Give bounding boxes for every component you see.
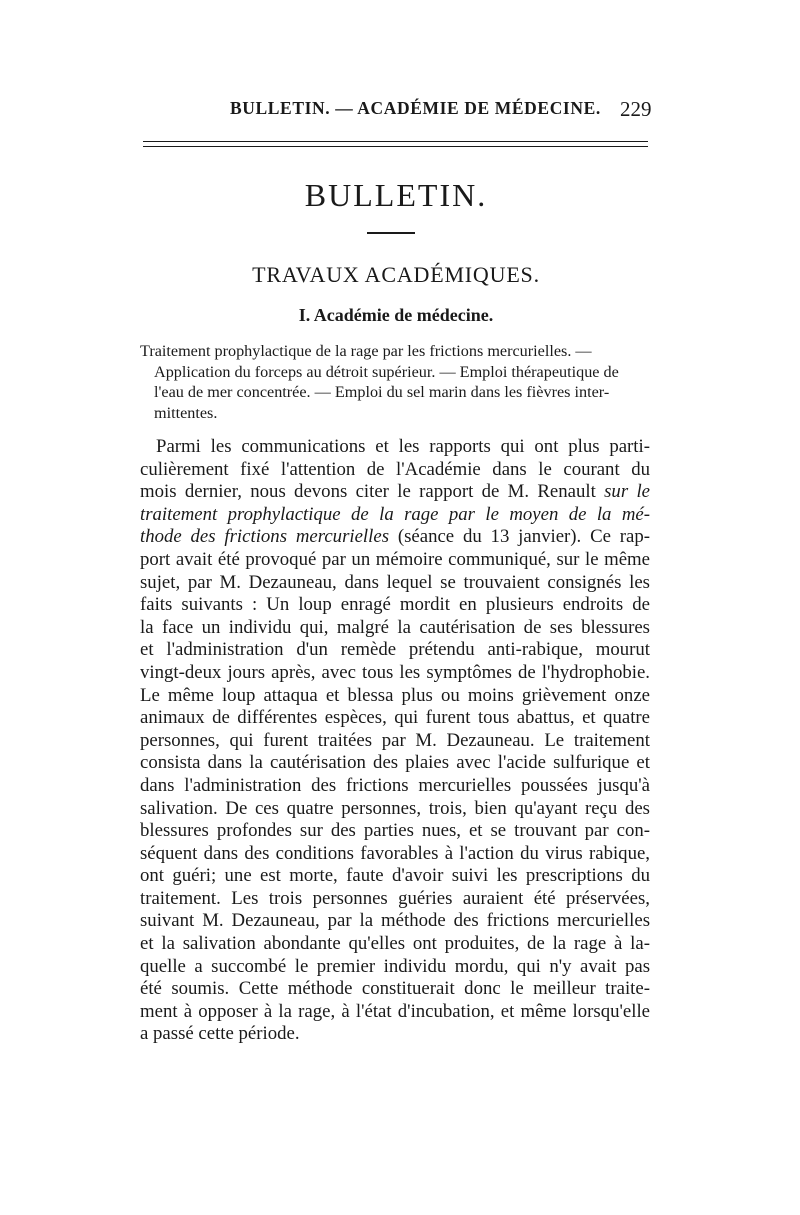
- subsection-title: I. Académie de médecine.: [298, 305, 494, 325]
- body-line: culièrement fixé l'attention de l'Académie dans le courant du: [140, 458, 650, 480]
- body-paragraph: [140, 436, 650, 1046]
- body-line: été soumis. Cette méthode constituerait donc le meilleur traite-: [140, 978, 650, 1000]
- summary-line: l'eau de mer concentrée. — Emploi du sel marin dans les fièvres inter-: [154, 383, 610, 402]
- body-line: traitement. Les trois personnes guéries auraient été préservées,: [140, 887, 650, 909]
- summary-line: mittentes.: [154, 404, 218, 423]
- title-divider: [367, 232, 415, 234]
- body-line: traitement prophylactique de la rage par le moyen de la mé-: [140, 503, 650, 525]
- body-line-text: mois dernier, nous devons citer le rapport de M. Renault: [140, 481, 605, 503]
- header-double-rule: [143, 141, 648, 147]
- body-line: a passé cette période.: [140, 1023, 300, 1045]
- body-line: ment à opposer à la rage, à l'état d'incubation, et même lorsqu'elle: [140, 1000, 650, 1022]
- body-line: sujet, par M. Dezauneau, dans lequel se trouvaient consignés les: [140, 571, 650, 593]
- body-line: consista dans la cautérisation des plaies avec l'acide sulfurique et: [140, 752, 650, 774]
- body-line-italic: sur le: [604, 481, 650, 503]
- running-head: BULLETIN. — ACADÉMIE DE MÉDECINE.: [230, 98, 601, 118]
- body-line: personnes, qui furent traitées par M. Dezauneau. Le traitement: [140, 729, 650, 751]
- body-line: blessures profondes sur des parties nues, et se trouvant par con-: [140, 820, 650, 842]
- body-line: suivant M. Dezauneau, par la méthode des frictions mercurielles: [140, 910, 650, 932]
- summary-line: Application du forceps au détroit supérieur. — Emploi thérapeutique de: [154, 362, 619, 381]
- page-number: 229: [620, 97, 652, 121]
- body-line: [140, 526, 650, 549]
- body-line: séquent dans des conditions favorables à l'action du virus rabique,: [140, 842, 650, 864]
- body-line: et l'administration d'un remède prétendu anti-rabique, mourut: [140, 639, 650, 661]
- body-line: la face un individu qui, malgré la cautérisation de ses blessures: [140, 616, 650, 638]
- body-line: animaux de différentes espèces, qui furent tous abattus, et quatre: [140, 707, 650, 729]
- body-line: Le même loup attaqua et blessa plus ou moins grièvement onze: [140, 684, 650, 706]
- body-line-text: (séance du 13 janvier). Ce rap-: [389, 526, 650, 548]
- summary-line: Traitement prophylactique de la rage par les frictions mercurielles. —: [140, 342, 592, 360]
- page-title: BULLETIN.: [304, 177, 488, 213]
- body-line: salivation. De ces quatre personnes, trois, bien qu'ayant reçu des: [140, 797, 650, 819]
- body-line: et la salivation abondante qu'elles ont produites, de la rage à la-: [140, 933, 650, 955]
- body-line: port avait été provoqué par un mémoire communiqué, sur le même: [140, 548, 650, 570]
- body-line: ont guéri; une est morte, faute d'avoir suivi les prescriptions du: [140, 865, 650, 887]
- body-line-italic: thode des frictions mercurielles: [140, 526, 390, 548]
- body-line: Parmi les communications et les rapports qui ont plus parti-: [156, 436, 650, 457]
- section-title: TRAVAUX ACADÉMIQUES.: [252, 262, 540, 287]
- body-line: faits suivants : Un loup enragé mordit en plusieurs endroits de: [140, 594, 650, 616]
- body-line: [140, 481, 650, 504]
- body-line: dans l'administration des frictions mercurielles poussées jusqu'à: [140, 774, 650, 796]
- summary-block: [140, 341, 645, 424]
- body-line: quelle a succombé le premier individu mordu, qui n'y avait pas: [140, 955, 650, 977]
- body-line: vingt-deux jours après, avec tous les symptômes de l'hydrophobie.: [140, 661, 650, 683]
